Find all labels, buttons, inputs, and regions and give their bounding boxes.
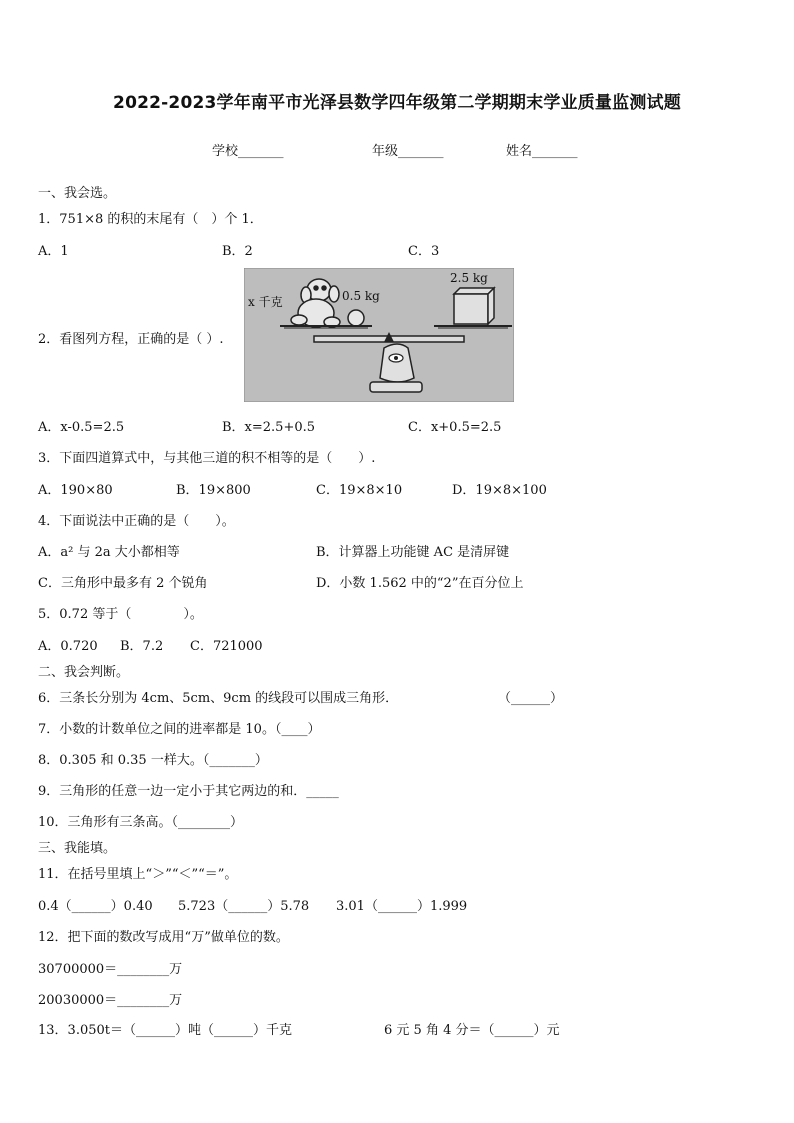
q4-option-a: A．a² 与 2a 大小都相等 [38, 545, 180, 560]
section-fill: 三、我能填。 [38, 841, 117, 856]
balance-scale-icon [244, 268, 514, 402]
name-field: 姓名_______ [506, 144, 578, 159]
x-kg-label: x 千克 [248, 295, 283, 309]
balance-scale-figure [244, 268, 514, 402]
page-title: 2022-2023学年南平市光泽县数学四年级第二学期期末学业质量监测试题 [113, 93, 681, 113]
q11-part-2: 5.723（______）5.78 [178, 899, 310, 914]
q1-option-c: C．3 [408, 244, 440, 259]
q3-option-c: C．19×8×10 [316, 483, 403, 498]
q5-option-c: C．721000 [190, 639, 263, 654]
question-7: 7．小数的计数单位之间的进率都是 10。（____） [38, 722, 321, 737]
q11-part-3: 3.01（______）1.999 [336, 899, 468, 914]
q2-option-a: A．x-0.5=2.5 [38, 420, 125, 435]
question-1: 1．751×8 的积的末尾有（ ）个 1． [38, 212, 263, 227]
ball-weight-label: 0.5 kg [342, 289, 380, 303]
q3-option-a: A．190×80 [38, 483, 113, 498]
school-field: 学校_______ [212, 144, 284, 159]
section-choice: 一、我会选。 [38, 186, 117, 201]
q3-option-b: B．19×800 [176, 483, 251, 498]
q1-option-a: A．1 [38, 244, 69, 259]
q5-option-a: A．0.720 [38, 639, 98, 654]
q4-option-c: C．三角形中最多有 2 个锐角 [38, 576, 208, 591]
question-5: 5．0.72 等于（ ）。 [38, 607, 203, 622]
q2-option-c: C．x+0.5=2.5 [408, 420, 502, 435]
question-2: 2．看图列方程，正确的是（ ）. [38, 332, 224, 347]
question-13-part-2: 6 元 5 角 4 分＝（______）元 [384, 1023, 560, 1038]
q3-option-d: D．19×8×100 [452, 483, 547, 498]
grade-field: 年级_______ [372, 144, 444, 159]
question-12: 12．把下面的数改写成用“万”做单位的数。 [38, 930, 289, 945]
question-13-part-1: 13．3.050t＝（______）吨（______）千克 [38, 1023, 292, 1038]
q12-part-1: 30700000＝________万 [38, 962, 183, 977]
question-3: 3．下面四道算式中，与其他三道的积不相等的是（ ）. [38, 451, 376, 466]
question-6: 6．三条长分别为 4cm、5cm、9cm 的线段可以围成三角形． [38, 691, 399, 706]
box-weight-label: 2.5 kg [450, 271, 488, 285]
question-4: 4．下面说法中正确的是（ ）。 [38, 514, 235, 529]
scale-stand [380, 344, 414, 382]
ball-icon [348, 310, 364, 326]
q4-option-d: D．小数 1.562 中的“2”在百分位上 [316, 576, 524, 591]
q6-answer-blank: （______） [498, 691, 564, 706]
section-judge: 二、我会判断。 [38, 665, 130, 680]
q2-option-b: B．x=2.5+0.5 [222, 420, 316, 435]
box-icon [454, 288, 494, 324]
question-11: 11．在括号里填上“＞”“＜”“＝”。 [38, 867, 238, 882]
q12-part-2: 20030000＝________万 [38, 993, 183, 1008]
q1-option-b: B．2 [222, 244, 253, 259]
question-10: 10．三角形有三条高。（________） [38, 815, 244, 830]
question-8: 8．0.305 和 0.35 一样大。（_______） [38, 753, 268, 768]
scale-base [370, 382, 422, 392]
question-9: 9．三角形的任意一边一定小于其它两边的和．_____ [38, 784, 339, 799]
q11-part-1: 0.4（______）0.40 [38, 899, 153, 914]
q4-option-b: B．计算器上功能键 AC 是清屏键 [316, 545, 510, 560]
q5-option-b: B．7.2 [120, 639, 164, 654]
